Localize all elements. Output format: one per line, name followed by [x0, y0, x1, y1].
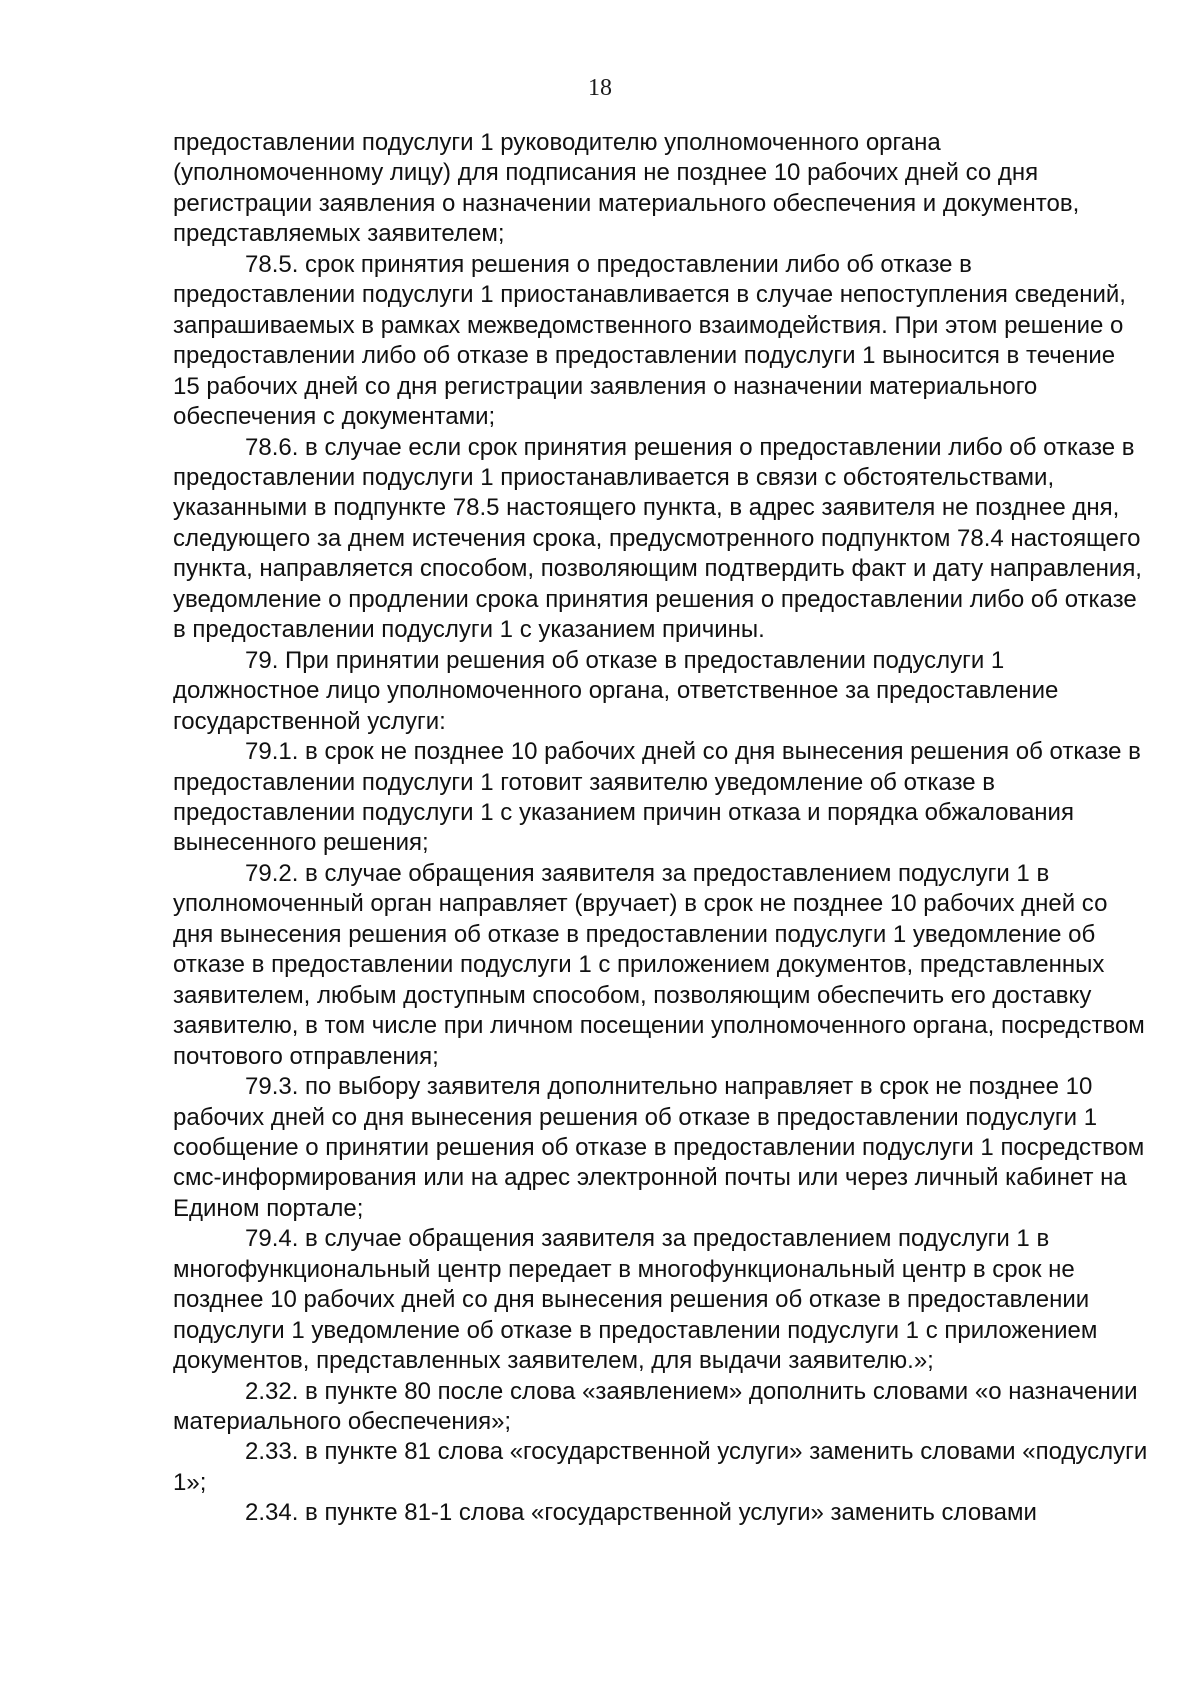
page-number: 18	[588, 75, 612, 101]
paragraph-2-32: 2.32. в пункте 80 после слова «заявлением» дополнить словами «о назначении материального обеспечения»;	[173, 1377, 1138, 1436]
paragraph-79-2: 79.2. в случае обращения заявителя за предоставлением подуслуги 1 в уполномоченный орган направляет (вручает) в срок не позднее 10 рабочих дней со дня вынесения решения об отказе в предоставлении подуслуги 1 уведомление об отказе в предоставлении подуслуги 1 с приложением документов, представленных заявителем, любым доступным способом, позволяющим обеспечить его доставку заявителю, в том числе при личном посещении уполномоченного органа, посредством почтового отправления;	[173, 859, 1145, 1070]
paragraph-79-4: 79.4. в случае обращения заявителя за предоставлением подуслуги 1 в многофункциональный центр передает в многофункциональный центр в срок не позднее 10 рабочих дней со дня вынесения решения об отказе в предоставлении подуслуги 1 уведомление об отказе в предоставлении подуслуги 1 с приложением документов, представленных заявителем, для выдачи заявителю.»;	[173, 1225, 1098, 1375]
paragraph-79-3: 79.3. по выбору заявителя дополнительно направляет в срок не позднее 10 рабочих дней со дня вынесения решения об отказе в предоставлении подуслуги 1 сообщение о принятии решения об отказе в предоставлении подуслуги 1 посредством смс-информирования или на адрес электронной почты или через личный кабинет на Едином портале;	[173, 1073, 1145, 1222]
paragraph-79-1: 79.1. в срок не позднее 10 рабочих дней со дня вынесения решения об отказе в предоставлении подуслуги 1 готовит заявителю уведомление об отказе в предоставлении подуслуги 1 с указанием причин отказа и порядка обжалования вынесенного решения;	[173, 738, 1141, 857]
paragraph-78-5: 78.5. срок принятия решения о предоставлении либо об отказе в предоставлении подуслуги 1 приостанавливается в случае непоступления сведений, запрашиваемых в рамках межведомственного взаимодействия. При этом решение о предоставлении либо об отказе в предоставлении подуслуги 1 выносится в течение 15 рабочих дней со дня регистрации заявления о назначении материального обеспечения с документами;	[173, 250, 1126, 431]
paragraph-2-33: 2.33. в пункте 81 слова «государственной услуги» заменить словами «подуслуги 1»;	[173, 1438, 1148, 1496]
paragraph-continuation: предоставлении подуслуги 1 руководителю уполномоченного органа (уполномоченному лицу) для подписания не позднее 10 рабочих дней со дня регистрации заявления о назначении материального обеспечения и документов, представляемых заявителем;	[173, 129, 1080, 248]
paragraph-2-34: 2.34. в пункте 81-1 слова «государственной услуги» заменить словами	[245, 1499, 1037, 1527]
paragraph-79: 79. При принятии решения об отказе в предоставлении подуслуги 1 должностное лицо уполномоченного органа, ответственное за предоставление государственной услуги:	[173, 646, 1059, 735]
document-body	[173, 128, 1148, 1529]
paragraph-78-6: 78.6. в случае если срок принятия решения о предоставлении либо об отказе в предоставлении подуслуги 1 приостанавливается в связи с обстоятельствами, указанными в подпункте 78.5 настоящего пункта, в адрес заявителя не позднее дня, следующего за днем истечения срока, предусмотренного подпунктом 78.4 настоящего пункта, направляется способом, позволяющим подтвердить факт и дату направления, уведомление о продлении срока принятия решения о предоставлении либо об отказе в предоставлении подуслуги 1 с указанием причины.	[173, 433, 1142, 644]
